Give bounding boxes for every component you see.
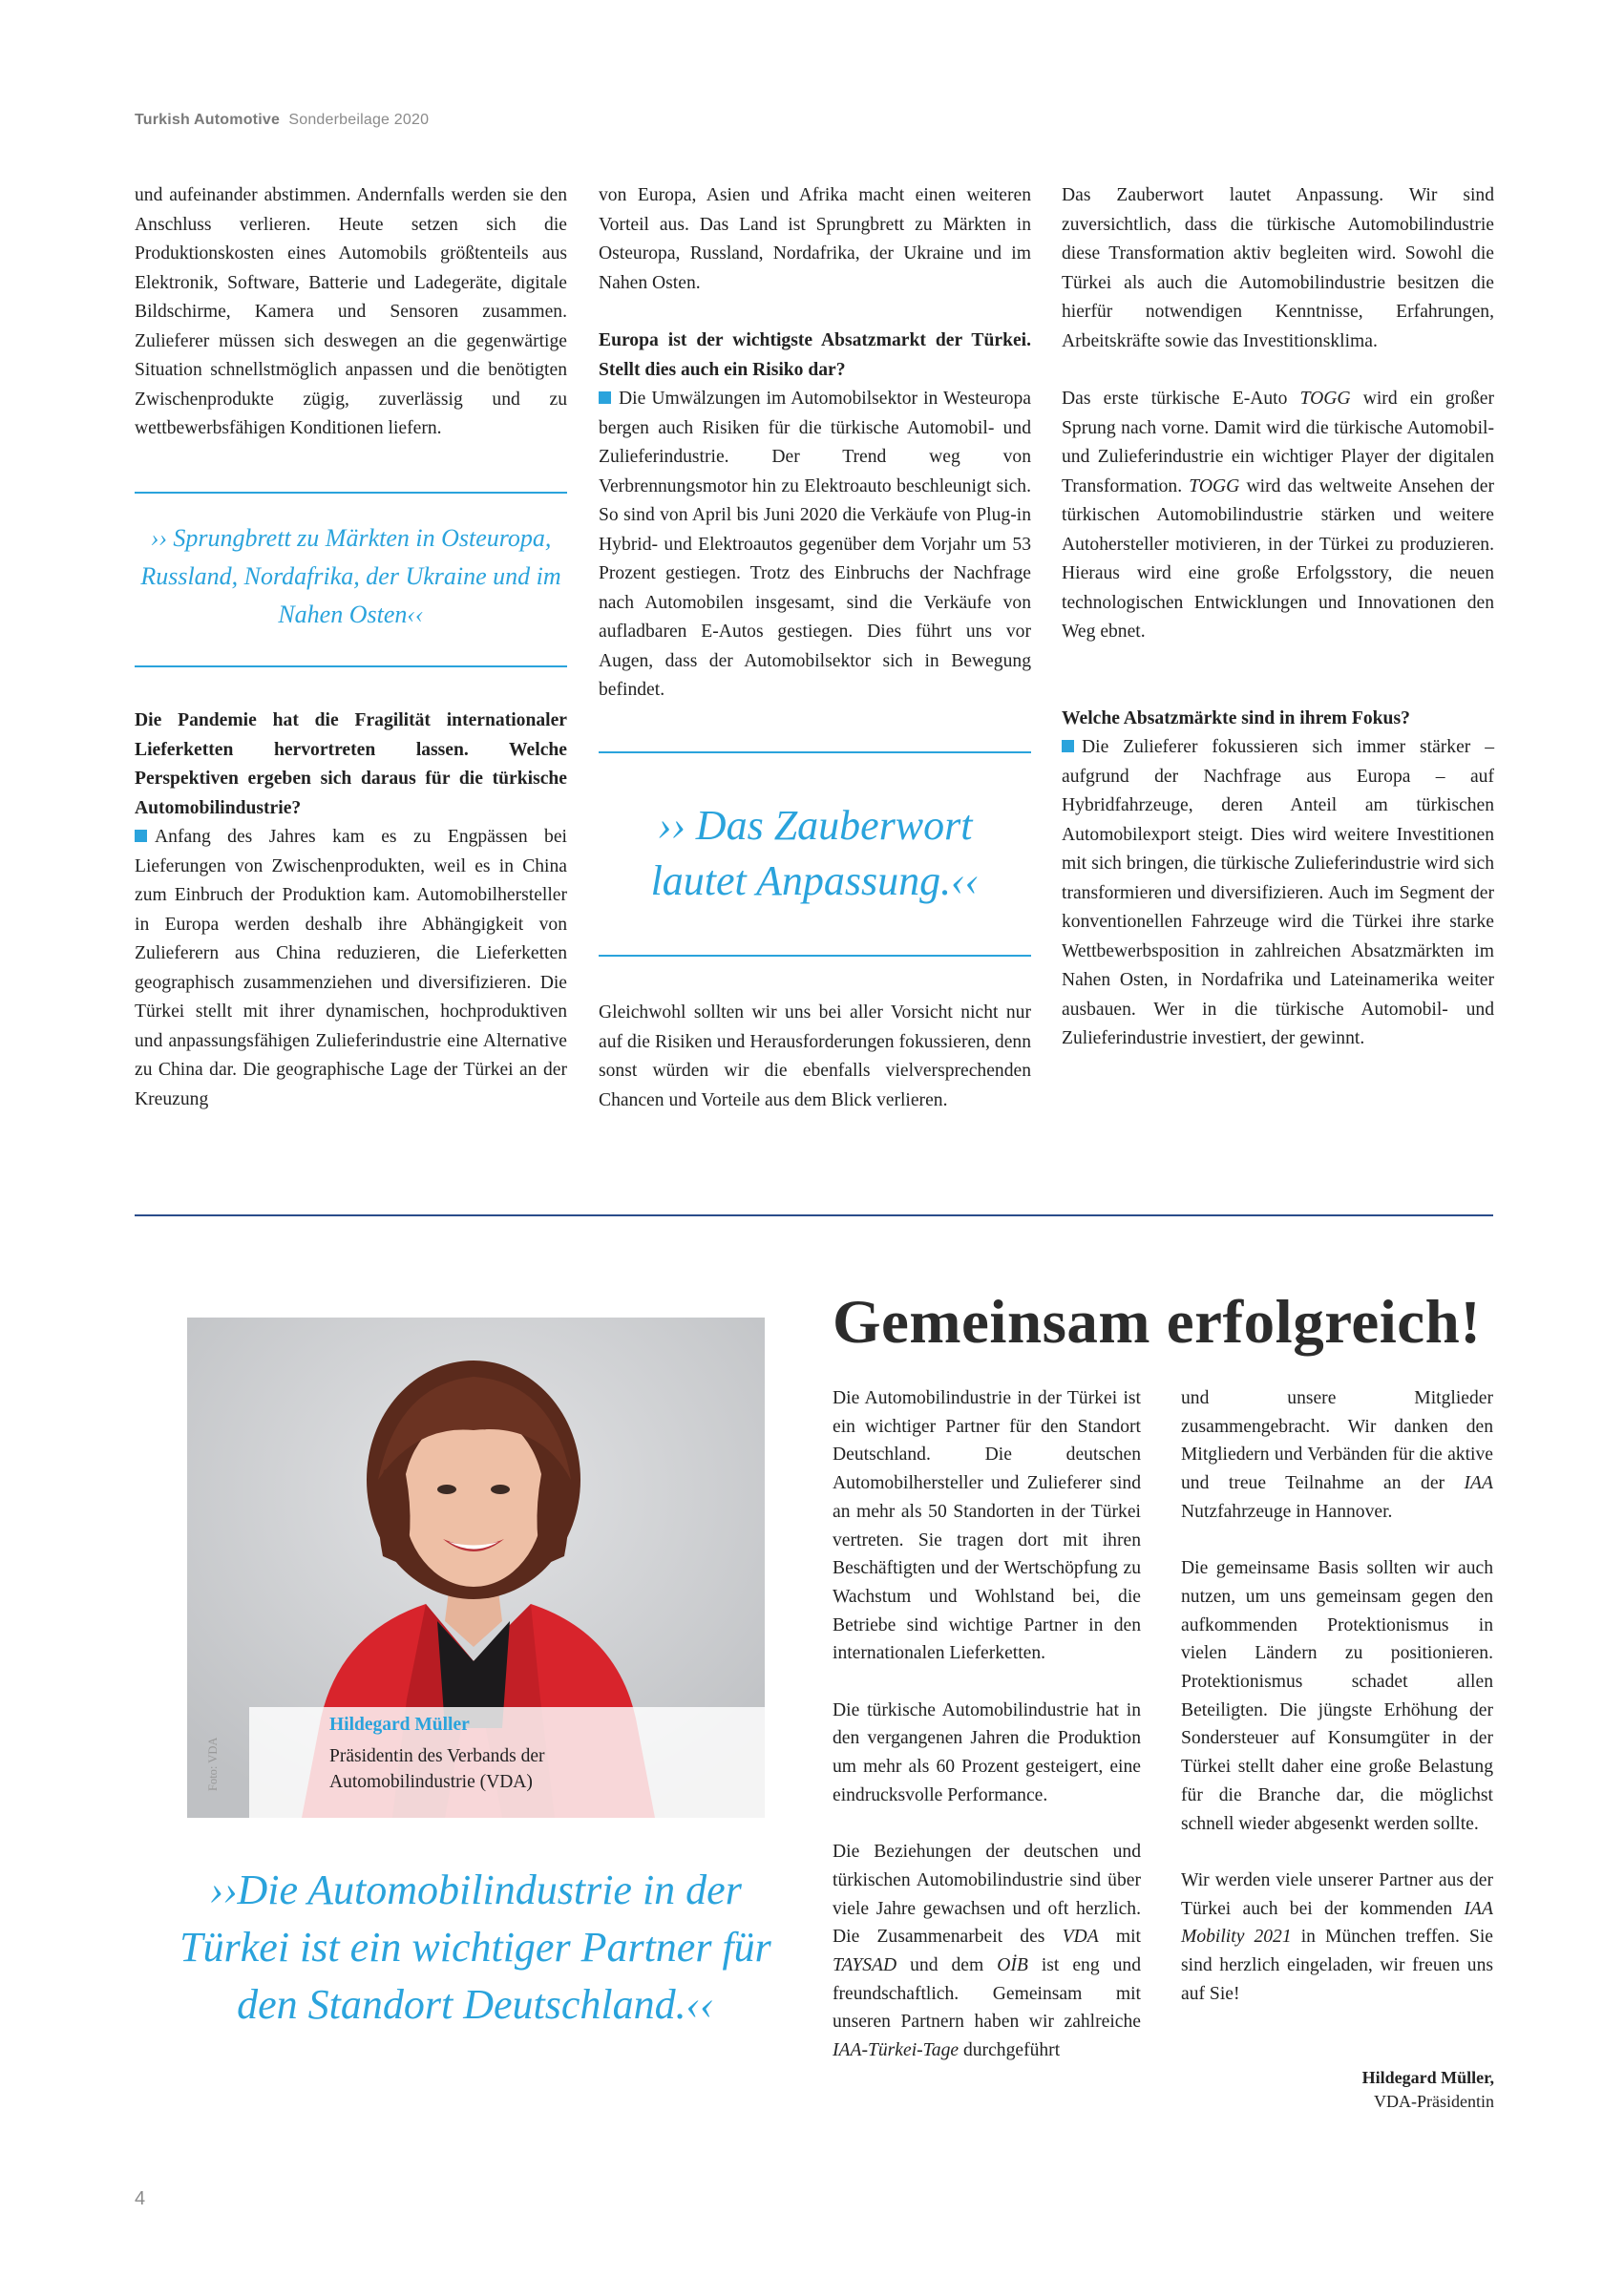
article-column-1 xyxy=(833,1384,1141,2065)
interview-question: Welche Absatzmärkte sind in ihrem Fokus? xyxy=(1062,707,1410,728)
col3-paragraph-togg: Das erste türkische E-Auto TOGG wird ein großer Sprung nach vorne. Damit wird die türkische Automobil- und Zulieferindustrie ein wichtiger Player der digitalen Transformation. TOGG wird das weltweite Ansehen der türkischen Automobilindustrie stärken und weitere Autohersteller motivieren, in der Türkei zu produzieren. Hieraus wird eine große Erfolgsstory, die neuen technologischen Entwicklungen und Innovationen den Weg ebnet. xyxy=(1062,389,1494,642)
col2-paragraph: von Europa, Asien und Afrika macht einen weiteren Vorteil aus. Das Land ist Sprungbrett zu Märkten in Osteuropa, Russland, Nordafrika, der Ukraine und im Nahen Osten. xyxy=(599,185,1031,293)
pullquote-rule-top xyxy=(135,492,567,494)
signature-name: Hildegard Müller, xyxy=(1361,2068,1494,2087)
pullquote-sprungbrett: ›› Sprungbrett zu Märkten in Osteuropa, Russland, Nordafrika, der Ukraine und im Nahen Osten‹‹ xyxy=(140,524,561,628)
column-1 xyxy=(135,181,567,444)
article-headline: Gemeinsam erfolgreich! xyxy=(833,1288,1482,1357)
interview-question: Die Pandemie hat die Fragilität internationaler Lieferketten hervortreten lassen. Welche Perspektiven ergeben sich daraus für die türkische Automobilindustrie? xyxy=(135,710,567,818)
article-paragraph: Die gemeinsame Basis sollten wir auch nutzen, um uns gemeinsam gegen den aufkommenden Protektionismus in vielen Ländern zu positionieren. Protektionismus schadet allen Beteiligten. Die jüngste Erhöhung der Sondersteuer auf Konsumgüter in der Türkei stellt daher eine große Belastung für die Branche dar, die möglichst schnell wieder abgesenkt werden sollte. xyxy=(1181,1558,1493,1834)
portrait-photo xyxy=(187,1318,765,1818)
photo-caption xyxy=(249,1707,765,1818)
caption-name: Hildegard Müller xyxy=(329,1715,470,1735)
article-paragraph: Die Automobilindustrie in der Türkei ist ein wichtiger Partner für den Standort Deutschland. Die deutschen Automobilhersteller und Zulieferer sind an mehr als 50 Standorten in der Türkei vertreten. Sie tragen dort mit ihren Beschäftigten und der Wertschöpfung zu Wachstum und Wohlstand bei, die Betriebe sind wichtige Partner in den internationalen Lieferketten. xyxy=(833,1388,1141,1664)
article-paragraph: Die Beziehungen der deutschen und türkischen Automobilindustrie sind über viele Jahre gewachsen und oft herzlich. Die Zusammenarbeit des VDA mit TAYSAD und dem OİB ist eng und freundschaftlich. Gemeinsam mit unseren Partnern haben wir zahlreiche IAA-Türkei-Tage durchgeführt xyxy=(833,1842,1141,2061)
column-1-qa xyxy=(135,707,567,1114)
pullquote-zauberwort: ›› Das Zauberwort lautet Anpassung.‹‹ xyxy=(650,802,980,904)
square-bullet-icon xyxy=(1062,740,1074,752)
article-paragraph: und unsere Mitglieder zusammengebracht. Wir danken den Mitgliedern und Verbänden für die aktive und treue Teilnahme an der IAA Nutzfahrzeuge in Hannover. xyxy=(1181,1388,1493,1522)
pullquote-rule-bottom xyxy=(599,955,1031,957)
article-paragraph: Wir werden viele unserer Partner aus der Türkei auch bei der kommenden IAA Mobility 2021 in München treffen. Sie sind herzlich eingeladen, wir freuen uns auf Sie! xyxy=(1181,1869,1493,2004)
column-3 xyxy=(1062,181,1494,1054)
interview-question: Europa ist der wichtigste Absatzmarkt der Türkei. Stellt dies auch ein Risiko dar? xyxy=(599,330,1031,380)
pullquote-partner: ››Die Automobilindustrie in der Türkei ist ein wichtiger Partner für den Standort Deutschland.‹‹ xyxy=(179,1867,771,2028)
col2-paragraph: Gleichwohl sollten wir uns bei aller Vorsicht nicht nur auf die Risiken und Herausforderungen fokussieren, denn sonst würden wir die ebenfalls vielversprechenden Chancen und Vorteile aus dem Blick verlieren. xyxy=(599,1002,1031,1110)
article-column-2 xyxy=(1181,1384,1493,2008)
pullquote-rule-top xyxy=(599,751,1031,753)
caption-role: Präsidentin des Verbands der Automobilindustrie (VDA) xyxy=(329,1746,545,1792)
publication-title: Turkish Automotive xyxy=(135,112,281,128)
column-2 xyxy=(599,181,1031,706)
pullquote-rule-bottom xyxy=(135,665,567,667)
interview-answer: Die Zulieferer fokussieren sich immer stärker – aufgrund der Nachfrage aus Europa – auf Hybridfahrzeuge, deren Anteil am türkischen Automobilexport steigt. Dies wird weitere Investitionen mit sich bringen, die türkische Zulieferindustrie wird sich transformieren und diversifizieren. Auch im Segment der konventionellen Fahrzeuge wird die Türkei ihre starke Wettbewerbsposition in zahlreichen Absatzmärkten im Nahen Osten, in Nordafrika und Lateinamerika weiter ausbauen. Wer in die türkische Automobil- und Zulieferindustrie investiert, der gewinnt. xyxy=(1062,737,1494,1048)
interview-answer: Die Umwälzungen im Automobilsektor in Westeuropa bergen auch Risiken für die türkische Automobil- und Zulieferindustrie. Der Trend weg von Verbrennungsmotor hin zu Elektroauto beschleunigt sich. So sind von April bis Juni 2020 die Verkäufe von Plug-in Hybrid- und Elektroautos gegenüber dem Vorjahr um 53 Prozent gestiegen. Trotz des Einbruchs der Nachfrage nach Automobilen insgesamt, sind die Verkäufe von aufladbaren E-Autos gestiegen. Dies führt uns vor Augen, dass der Automobilsektor sich in Bewegung befindet. xyxy=(599,389,1031,700)
section-divider xyxy=(135,1214,1493,1216)
running-head xyxy=(135,112,429,129)
photo-credit: Foto: VDA xyxy=(206,1737,220,1791)
square-bullet-icon xyxy=(599,391,611,404)
signature-role: VDA-Präsidentin xyxy=(1374,2092,1494,2111)
col3-paragraph: Das Zauberwort lautet Anpassung. Wir sind zuversichtlich, dass die türkische Automobilindustrie diese Transformation aktiv begleiten wird. Sowohl die Türkei als auch die Automobilindustrie besitzen die hierfür notwendigen Kenntnisse, Erfahrungen, Arbeitskräfte sowie das Investitionsklima. xyxy=(1062,185,1494,351)
page-number: 4 xyxy=(135,2188,146,2209)
col1-paragraph: und aufeinander abstimmen. Andernfalls werden sie den Anschluss verlieren. Heute setzen sich die Produktionskosten eines Automobils größtenteils aus Elektronik, Software, Batterie und Ladegeräte, digitale Bildschirme, Kamera und Sensoren zusammen. Zulieferer müssen sich deswegen an die gegenwärtige Situation schnellstmöglich anpassen und die benötigten Zwischenprodukte zügig, zuverlässig und zu wettbewerbsfähigen Konditionen liefern. xyxy=(135,185,567,438)
article-paragraph: Die türkische Automobilindustrie hat in den vergangenen Jahren die Produktion um mehr als 60 Prozent gesteigert, eine eindrucksvolle Performance. xyxy=(833,1699,1141,1805)
interview-answer: Anfang des Jahres kam es zu Engpässen bei Lieferungen von Zwischenprodukten, weil es in China zum Einbruch der Produktion kam. Automobilhersteller in Europa werden deshalb ihre Abhängigkeit von Zulieferern aus China reduzieren, die Lieferketten geographisch zusammenziehen und diversifizieren. Die Türkei stellt mit ihrer dynamischen, hochproduktiven und anpassungsfähigen Zulieferindustrie eine Alternative zu China dar. Die geographische Lage der Türkei an der Kreuzung xyxy=(135,827,567,1109)
column-2-end xyxy=(599,999,1031,1115)
signature xyxy=(1362,2066,1494,2114)
square-bullet-icon xyxy=(135,830,147,842)
publication-subtitle: Sonderbeilage 2020 xyxy=(288,112,430,128)
